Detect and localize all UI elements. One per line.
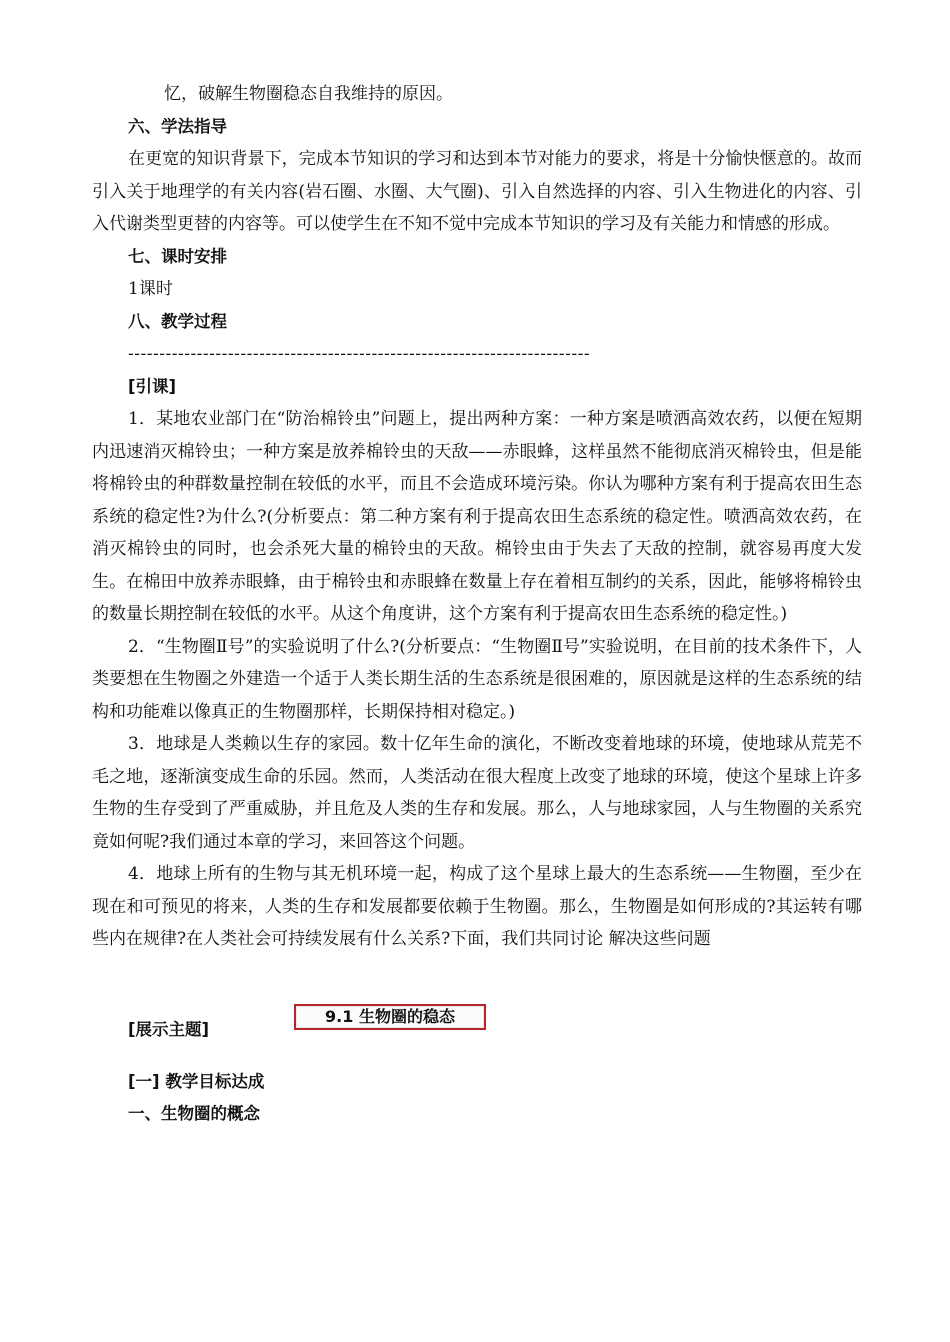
study-guidance-paragraph (92, 143, 862, 241)
lead-in-item-4: 4．地球上所有的生物与其无机环境一起，构成了这个星球上最大的生态系统——生物圈，至少在现在和可预见的将来，人类的生存和发展都要依赖于生物圈。那么，生物圈是如何形成的?其运转有哪些内在规律?在人类社会可持续发展有什么关系?下面，我们共同讨论 解决这些问题 (92, 864, 862, 949)
lead-in-item-2: 2．“生物圈Ⅱ号”的实验说明了什么?(分析要点：“生物圈Ⅱ号”实验说明，在目前的技术条件下，人类要想在生物圈之外建造一个适于人类长期生活的生态系统是很困难的，原因就是这样的生态系统的结构和功能难以像真正的生物圈那样，长期保持相对稳定。) (92, 636, 862, 722)
intro-tail-text: 忆，破解生物圈稳态自我维持的原因。 (164, 84, 453, 104)
section-heading-study-guidance: 六、学法指导 (128, 116, 227, 136)
class-hours-text: 1课时 (128, 279, 173, 299)
topic-row (92, 1004, 862, 1044)
topic-label: [展示主题] (128, 1019, 210, 1039)
section-heading-class-hours: 七、课时安排 (128, 246, 227, 266)
study-guidance-first-line: 在更宽的知识背景下，完成本节知识的学习和达到本节对能力的要求，将是十分愉快 (128, 149, 760, 169)
blank-spacer (92, 956, 862, 994)
study-guidance-rest: 惬意的。故而引入关于地理学的有关内容(岩石圈、水圈、大气圈)、引入自然选择的内容、引入生物进化的内容、引入代谢类型更替的内容等。可以使学生在不知不觉中完成本节知识的学习及有关能力和情感的形成。 (92, 149, 863, 234)
dashed-divider: -------------------------------------------------------------------------- (128, 344, 591, 364)
objectives-label: [一] 教学目标达成 (128, 1071, 265, 1091)
lead-in-label: [引课] (128, 376, 177, 396)
lead-in-item-1: 1．某地农业部门在“防治棉铃虫”问题上，提出两种方案：一种方案是喷洒高效农药，以便在短期内迅速消灭棉铃虫；一种方案是放养棉铃虫的天敌——赤眼蜂，这样虽然不能彻底消灭棉铃虫，但是能将棉铃虫的种群数量控制在较低的水平，而且不会造成环境污染。你认为哪种方案有利于提高农田生态系统的稳定性?为什么?(分析要点：第二种方案有利于提高农田生态系统的稳定性。喷洒高效农药，在消灭棉铃虫的同时，也会杀死大量的棉铃虫的天敌。棉铃虫由于失去了天敌的控制，就容易再度大发生。在棉田中放养赤眼蜂，由于棉铃虫和赤眼蜂在数量上存在着相互制约的关系，因此，能够将棉铃虫的数量长期控制在较低的水平。从这个角度讲，这个方案有利于提高农田生态系统的稳定性。) (92, 409, 862, 624)
lead-in-item-3: 3．地球是人类赖以生存的家园。数十亿年生命的演化，不断改变着地球的环境，使地球从荒芜不毛之地，逐渐演变成生命的乐园。然而，人类活动在很大程度上改变了地球的环境，使这个星球上许多生物的生存受到了严重威胁，并且危及人类的生存和发展。那么，人与地球家园，人与生物圈的关系究竟如何呢?我们通过本章的学习，来回答这个问题。 (92, 734, 862, 852)
section-heading-teaching-process: 八、教学过程 (128, 311, 227, 331)
blank-spacer-2 (92, 1044, 862, 1066)
topic-title-box: 9.1 生物圈的稳态 (294, 1004, 486, 1030)
biosphere-concept-heading: 一、生物圈的概念 (128, 1104, 260, 1123)
document-body (92, 78, 862, 1131)
